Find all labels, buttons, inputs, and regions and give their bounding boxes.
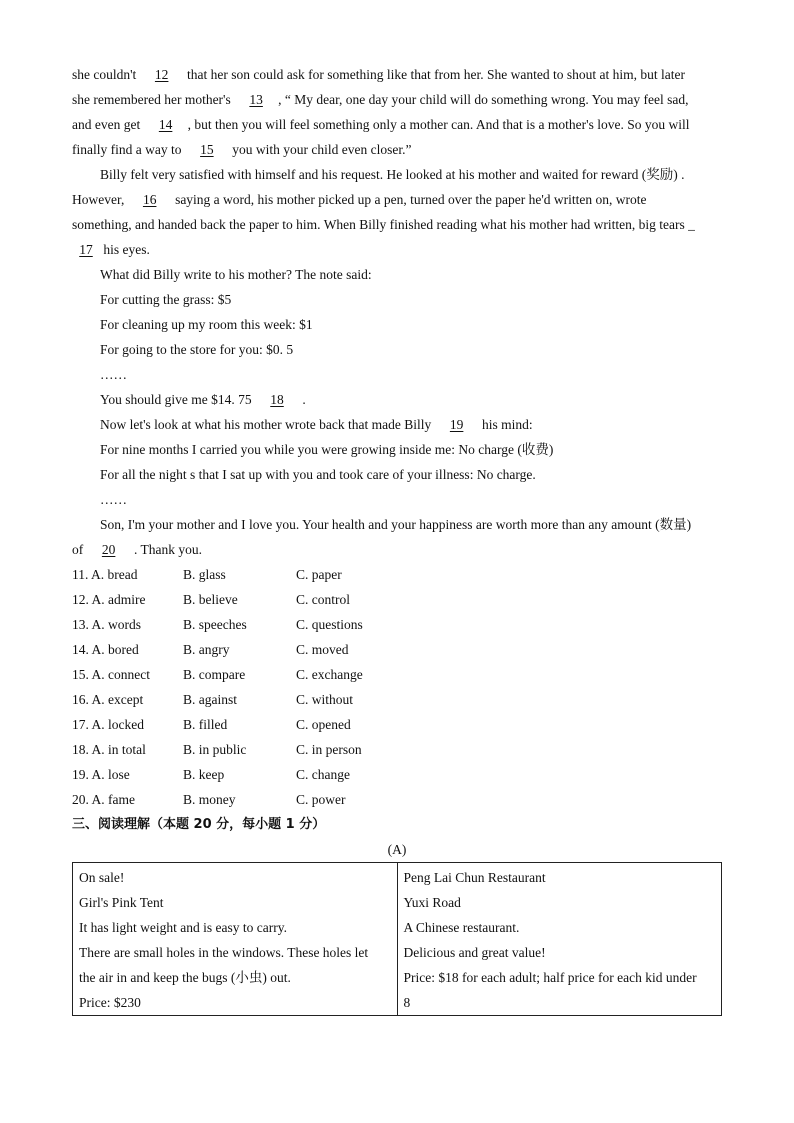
option-a[interactable]: 19. A. lose bbox=[72, 767, 130, 782]
option-c[interactable]: C. paper bbox=[296, 567, 342, 582]
text: finally find a way to bbox=[72, 142, 185, 157]
option-c[interactable]: C. change bbox=[296, 767, 350, 782]
option-a[interactable]: 15. A. connect bbox=[72, 667, 150, 682]
text: something, and handed back the paper to him. When Billy finished reading what his mother had written, big tears _ bbox=[72, 217, 695, 232]
option-row bbox=[72, 587, 722, 612]
option-row bbox=[72, 662, 722, 687]
note-line: For nine months I carried you while you were growing inside me: No charge (收费) bbox=[100, 442, 554, 457]
option-a[interactable]: 14. A. bored bbox=[72, 642, 139, 657]
option-a[interactable]: 18. A. in total bbox=[72, 742, 146, 757]
text: that her son could ask for something like that from her. She wanted to shout at him, but later bbox=[183, 67, 685, 82]
note-line: For going to the store for you: $0. 5 bbox=[100, 342, 294, 357]
text: . bbox=[299, 392, 306, 407]
option-row bbox=[72, 762, 722, 787]
option-row bbox=[72, 562, 722, 587]
blank-12[interactable]: 12 bbox=[154, 67, 169, 82]
option-b[interactable]: B. speeches bbox=[183, 617, 247, 632]
text: However, bbox=[72, 192, 128, 207]
note-line bbox=[72, 387, 722, 412]
text: saying a word, his mother picked up a pen, turned over the paper he'd written on, wrote bbox=[171, 192, 647, 207]
ad-line: the air in and keep the bugs (小虫) out. bbox=[79, 970, 291, 985]
option-c[interactable]: C. control bbox=[296, 592, 350, 607]
passage-line bbox=[72, 537, 722, 562]
text: she couldn't bbox=[72, 67, 140, 82]
blank-19[interactable]: 19 bbox=[449, 417, 464, 432]
text: . Thank you. bbox=[130, 542, 202, 557]
note-line: …… bbox=[100, 367, 127, 382]
note-line: What did Billy write to his mother? The note said: bbox=[100, 267, 372, 282]
passage-line bbox=[72, 137, 722, 162]
passage-line bbox=[72, 187, 722, 212]
passage-line bbox=[72, 412, 722, 437]
ad-line: On sale! bbox=[79, 870, 125, 885]
option-a[interactable]: 11. A. bread bbox=[72, 567, 138, 582]
passage-line bbox=[72, 112, 722, 137]
option-row bbox=[72, 612, 722, 637]
ad-line: Price: $18 for each adult; half price for each kid under bbox=[403, 970, 697, 985]
option-row bbox=[72, 787, 722, 812]
ad-line: Peng Lai Chun Restaurant bbox=[403, 870, 546, 885]
option-c[interactable]: C. questions bbox=[296, 617, 363, 632]
option-b[interactable]: B. angry bbox=[183, 642, 230, 657]
option-row bbox=[72, 737, 722, 762]
option-b[interactable]: B. money bbox=[183, 792, 236, 807]
note-line: For cleaning up my room this week: $1 bbox=[100, 317, 313, 332]
ad-line: Girl's Pink Tent bbox=[79, 895, 164, 910]
ad-line: 8 bbox=[403, 995, 411, 1010]
text: and even get bbox=[72, 117, 144, 132]
option-b[interactable]: B. in public bbox=[183, 742, 247, 757]
passage-line bbox=[72, 62, 722, 87]
option-c[interactable]: C. exchange bbox=[296, 667, 363, 682]
text: , but then you will feel something only a mother can. And that is a mother's love. So you will bbox=[187, 117, 690, 132]
text: she remembered her mother's bbox=[72, 92, 235, 107]
option-c[interactable]: C. opened bbox=[296, 717, 351, 732]
ad-line: It has light weight and is easy to carry. bbox=[79, 920, 287, 935]
note-line: For cutting the grass: $5 bbox=[100, 292, 232, 307]
note-line: …… bbox=[100, 492, 127, 507]
option-b[interactable]: B. believe bbox=[183, 592, 238, 607]
blank-13[interactable]: 13 bbox=[249, 92, 263, 107]
blank-16[interactable]: 16 bbox=[142, 192, 157, 207]
option-a[interactable]: 16. A. except bbox=[72, 692, 144, 707]
blank-18[interactable]: 18 bbox=[270, 392, 284, 407]
ad-line: Price: $230 bbox=[79, 995, 141, 1010]
blank-15[interactable]: 15 bbox=[200, 142, 214, 157]
ad-line: Delicious and great value! bbox=[403, 945, 546, 960]
option-a[interactable]: 13. A. words bbox=[72, 617, 142, 632]
ad-line: Yuxi Road bbox=[403, 895, 461, 910]
text: of bbox=[72, 542, 87, 557]
option-row bbox=[72, 687, 722, 712]
option-b[interactable]: B. keep bbox=[183, 767, 225, 782]
exam-page bbox=[72, 62, 722, 1016]
note-line: For all the night s that I sat up with you and took care of your illness: No charge. bbox=[100, 467, 536, 482]
option-row bbox=[72, 712, 722, 737]
option-b[interactable]: B. filled bbox=[183, 717, 228, 732]
ad-restaurant bbox=[397, 863, 722, 1016]
blank-17[interactable]: 17 bbox=[79, 242, 93, 257]
option-c[interactable]: C. in person bbox=[296, 742, 362, 757]
options-list bbox=[72, 562, 722, 812]
text: You should give me $14. 75 bbox=[100, 392, 256, 407]
blank-14[interactable]: 14 bbox=[158, 117, 173, 132]
blank-20[interactable]: 20 bbox=[101, 542, 116, 557]
text: , “ My dear, one day your child will do something wrong. You may feel sad, bbox=[278, 92, 689, 107]
option-c[interactable]: C. moved bbox=[296, 642, 349, 657]
text: you with your child even closer.” bbox=[228, 142, 412, 157]
option-a[interactable]: 17. A. locked bbox=[72, 717, 144, 732]
ads-table bbox=[72, 862, 722, 1016]
passage-line bbox=[72, 87, 722, 112]
passage-line bbox=[72, 237, 722, 262]
passage-line: Son, I'm your mother and I love you. Your health and your happiness are worth more than any amount (数量) bbox=[100, 517, 692, 532]
option-c[interactable]: C. power bbox=[296, 792, 346, 807]
option-a[interactable]: 20. A. fame bbox=[72, 792, 135, 807]
ad-line: There are small holes in the windows. These holes let bbox=[79, 945, 369, 960]
text: Now let's look at what his mother wrote back that made Billy bbox=[100, 417, 435, 432]
ad-tent bbox=[73, 863, 398, 1016]
passage-line bbox=[72, 212, 722, 237]
section-title: 三、阅读理解（本题 20 分，每小题 1 分） bbox=[72, 817, 326, 832]
ad-line: A Chinese restaurant. bbox=[403, 920, 520, 935]
option-c[interactable]: C. without bbox=[296, 692, 354, 707]
text: his eyes. bbox=[100, 242, 150, 257]
option-a[interactable]: 12. A. admire bbox=[72, 592, 146, 607]
option-b[interactable]: B. against bbox=[183, 692, 237, 707]
ad-label: (A) bbox=[387, 842, 407, 857]
option-b[interactable]: B. compare bbox=[183, 667, 246, 682]
option-row bbox=[72, 637, 722, 662]
passage-line bbox=[72, 162, 722, 187]
text: Billy felt very satisfied with himself and his request. He looked at his mother and waited for reward (奖励) . bbox=[100, 167, 685, 182]
text: his mind: bbox=[478, 417, 533, 432]
option-b[interactable]: B. glass bbox=[183, 567, 226, 582]
